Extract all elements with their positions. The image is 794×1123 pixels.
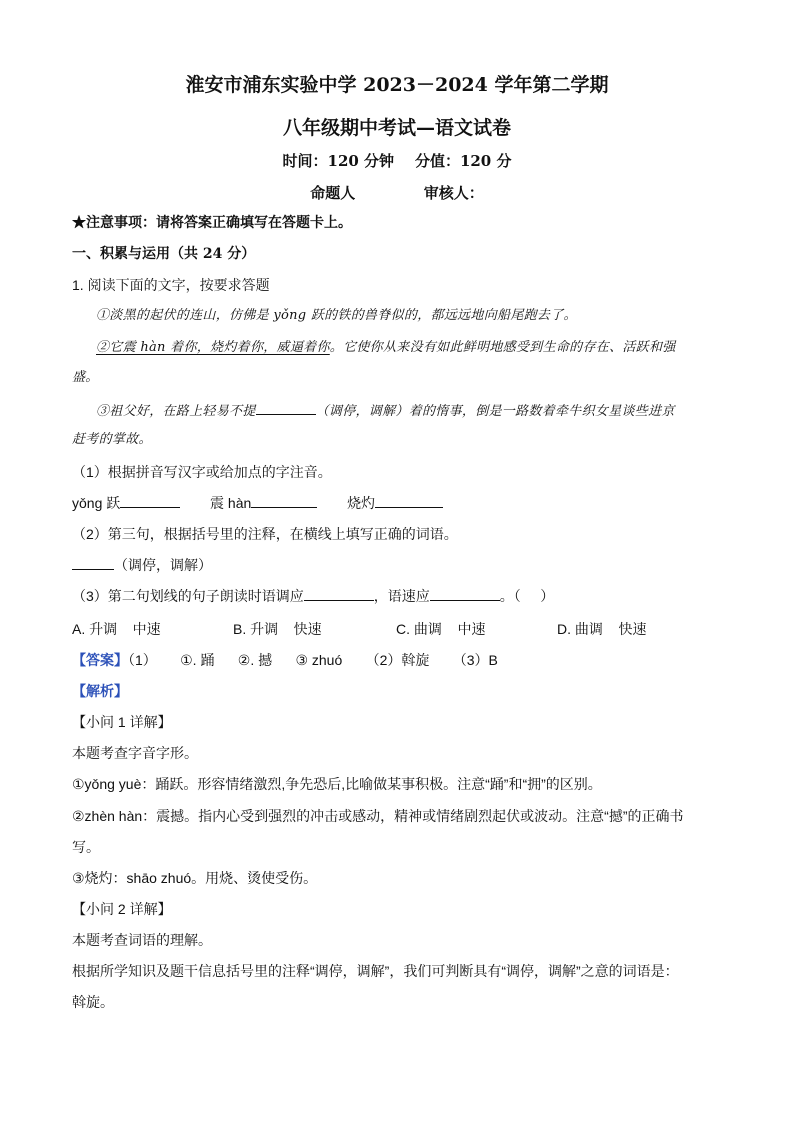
time-score-line: 时间：120 分钟 分值：120 分: [282, 152, 512, 170]
sub2-note: （调停，调解）: [114, 557, 212, 573]
sub3-before: （3）第二句划线的句子朗读时语调应: [72, 588, 304, 604]
reviewer-label: 审核人：: [423, 184, 484, 202]
detail2-p1: 根据所学知识及题干信息括号里的注释“调停，调解”，我们可判断具有“调停，调解”之意的词语是：: [72, 963, 679, 979]
fill2-label: 震 hàn: [210, 495, 252, 511]
answer-text: （1） ①. 踊 ②. 撼 ③ zhuó （2）斡旋 （3）B: [128, 652, 498, 668]
sub3-blank2[interactable]: [430, 586, 500, 601]
q1-sentence3-cont: 赶考的掌故。: [72, 432, 152, 447]
detail1-label: 【小问 1 详解】: [72, 714, 172, 730]
detail1-intro: 本题考查字音字形。: [72, 745, 198, 761]
exam-title-line2: 八年级期中考试—语文试卷: [282, 117, 511, 139]
q1-sub3: [72, 586, 554, 606]
q1-sentence1: ①淡黑的起伏的连山，仿佛是 yǒng 跃的铁的兽脊似的，都远远地向船尾跑去了。: [96, 308, 577, 323]
answer-label: 【答案】: [72, 652, 128, 668]
q1-sentence2-rest: 。它使你从来没有如此鲜明地感受到生命的存在、活跃和强: [329, 340, 676, 355]
fill1-label: yǒng 跃: [72, 495, 121, 511]
q1-option-d[interactable]: D. 曲调 快速: [557, 621, 647, 637]
exam-title-line1: 淮安市浦东实验中学 2023－2024 学年第二学期: [185, 74, 609, 96]
q1-option-b[interactable]: B. 升调 快速: [233, 621, 322, 637]
detail2-p1-cont: 斡旋。: [72, 994, 114, 1010]
q1-sentence3-blank[interactable]: [256, 400, 316, 415]
q1-option-c[interactable]: C. 曲调 中速: [396, 621, 486, 637]
answer-line: [72, 650, 498, 670]
setter-reviewer-line: [0, 182, 794, 203]
detail1-p1: ①yǒng yuè：踊跃。形容情绪激烈,争先恐后,比喻做某事积极。注意“踊”和“拥”的区别。: [72, 776, 602, 792]
q1-sub2-fill: [72, 555, 212, 575]
detail2-intro: 本题考查词语的理解。: [72, 932, 212, 948]
sub3-end: 。（ ）: [499, 588, 555, 604]
analysis-label: 【解析】: [72, 683, 128, 699]
fill3-label: 烧灼: [347, 495, 376, 511]
q1-sentence2-cont: 盛。: [72, 370, 99, 385]
fill3-blank[interactable]: [375, 493, 443, 508]
q1-sentence2: [96, 338, 676, 358]
q1-sub1: （1）根据拼音写汉字或给加点的字注音。: [72, 464, 332, 480]
q1-fill-row: [72, 493, 443, 513]
notice: ★注意事项：请将答案正确填写在答题卡上。: [72, 215, 352, 231]
q1-option-a[interactable]: A. 升调 中速: [72, 621, 161, 637]
q1-sentence3: [96, 400, 675, 422]
q1-sub2: （2）第三句，根据括号里的注释，在横线上填写正确的词语。: [72, 526, 458, 542]
fill1-blank[interactable]: [120, 493, 180, 508]
detail1-p3: ③烧灼：shāo zhuó。用烧、烫使受伤。: [72, 870, 318, 886]
q1-sentence2-underlined: ②它震 hàn 着你，烧灼着你，威逼着你: [96, 340, 330, 355]
detail1-p2: ②zhèn hàn：震撼。指内心受到强烈的冲击或感动，精神或情绪剧烈起伏或波动。注意“撼”的正确书: [72, 808, 684, 824]
detail1-p2-cont: 写。: [72, 839, 100, 855]
q1-sentence3-after: （调停，调解）着的惰事，倒是一路数着牵牛织女星谈些进京: [315, 404, 675, 419]
detail2-label: 【小问 2 详解】: [72, 901, 172, 917]
sub3-blank1[interactable]: [304, 586, 374, 601]
sub2-blank[interactable]: [72, 555, 114, 570]
setter-label: 命题人: [310, 184, 356, 202]
q1-sentence3-before: ③祖父好，在路上轻易不提: [96, 404, 256, 419]
sub3-mid: ，语速应: [373, 588, 430, 604]
fill2-blank[interactable]: [251, 493, 317, 508]
section1-title: 一、积累与运用（共 24 分）: [72, 246, 256, 262]
q1-stem: 1. 阅读下面的文字，按要求答题: [72, 277, 270, 293]
